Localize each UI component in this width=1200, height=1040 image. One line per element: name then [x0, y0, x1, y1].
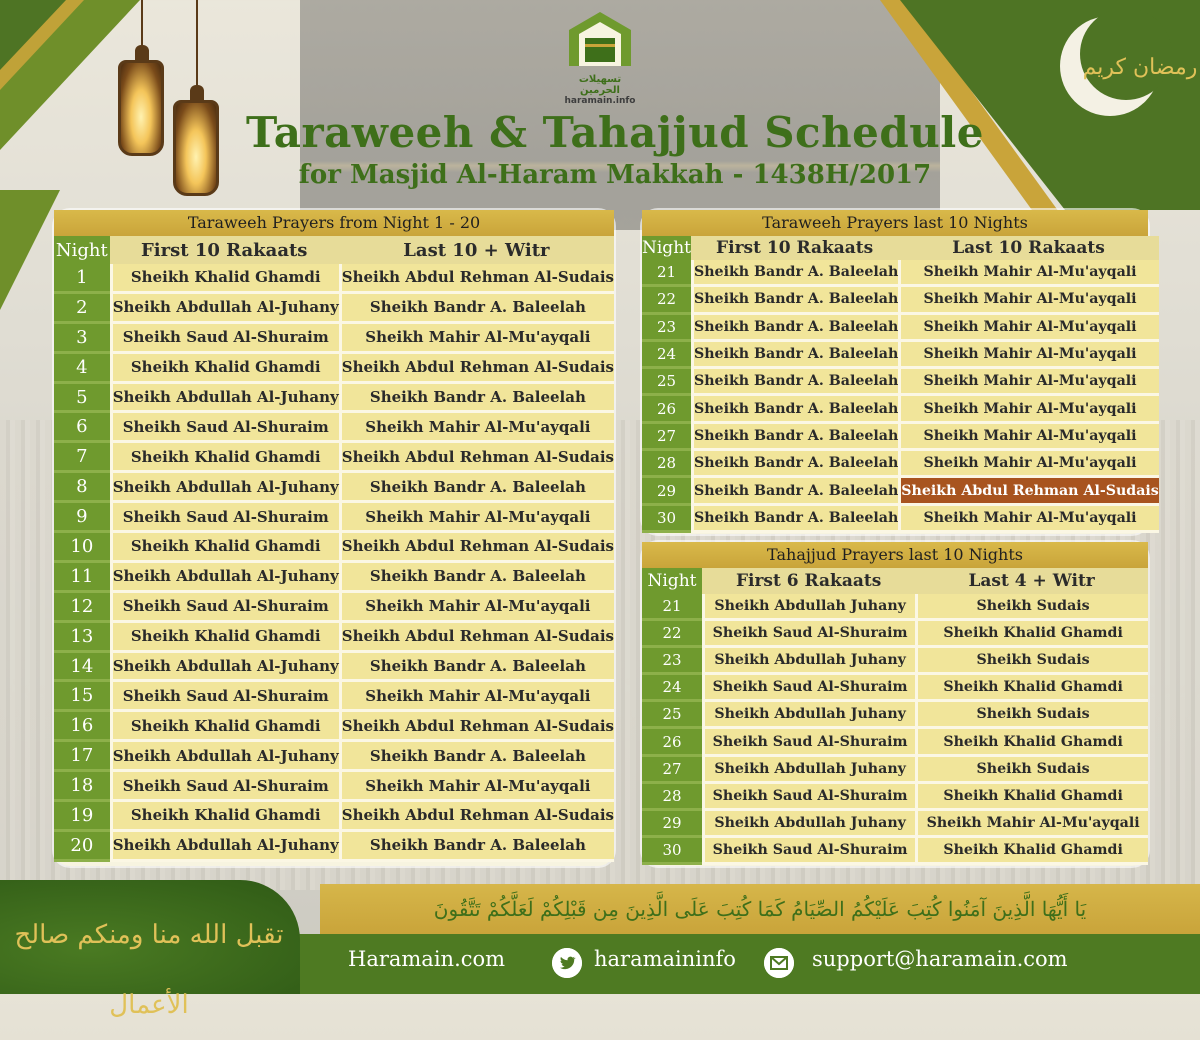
table-row — [642, 675, 1148, 702]
last-imam-cell: Sheikh Abdul Rehman Al-Sudais — [339, 354, 614, 384]
last-imam-cell: Sheikh Khalid Ghamdi — [915, 729, 1148, 756]
column-header-last: Last 4 + Witr — [915, 568, 1148, 594]
column-header-last: Last 10 Rakaats — [898, 236, 1158, 260]
first-imam-cell: Sheikh Bandr A. Baleelah — [691, 369, 898, 396]
night-cell: 3 — [54, 324, 110, 354]
last-imam-cell: Sheikh Abdul Rehman Al-Sudais — [339, 712, 614, 742]
last-imam-cell: Sheikh Khalid Ghamdi — [915, 621, 1148, 648]
taraweeh-first-20-table — [54, 236, 614, 862]
night-cell: 29 — [642, 478, 691, 505]
tahajjud-last-10-panel — [642, 542, 1148, 866]
last-imam-cell: Sheikh Mahir Al-Mu'ayqali — [898, 396, 1158, 423]
table-row — [54, 623, 614, 653]
table-row — [642, 811, 1148, 838]
last-imam-cell: Sheikh Abdul Rehman Al-Sudais — [898, 478, 1158, 505]
taraweeh-first-20-heading: Taraweeh Prayers from Night 1 - 20 — [54, 210, 614, 236]
table-row — [54, 653, 614, 683]
first-imam-cell: Sheikh Khalid Ghamdi — [110, 802, 339, 832]
last-imam-cell: Sheikh Mahir Al-Mu'ayqali — [898, 424, 1158, 451]
column-header-night: Night — [54, 236, 110, 264]
last-imam-cell: Sheikh Mahir Al-Mu'ayqali — [898, 287, 1158, 314]
table-row — [54, 682, 614, 712]
night-cell: 11 — [54, 563, 110, 593]
first-imam-cell: Sheikh Abdullah Juhany — [702, 648, 915, 675]
first-imam-cell: Sheikh Saud Al-Shuraim — [702, 784, 915, 811]
haramain-logo — [562, 8, 638, 106]
first-imam-cell: Sheikh Khalid Ghamdi — [110, 623, 339, 653]
table-row — [54, 264, 614, 294]
table-row — [642, 424, 1159, 451]
table-row — [54, 802, 614, 832]
last-imam-cell: Sheikh Abdul Rehman Al-Sudais — [339, 533, 614, 563]
night-cell: 13 — [54, 623, 110, 653]
first-imam-cell: Sheikh Bandr A. Baleelah — [691, 315, 898, 342]
first-imam-cell: Sheikh Saud Al-Shuraim — [110, 593, 339, 623]
first-imam-cell: Sheikh Abdullah Al-Juhany — [110, 563, 339, 593]
night-cell: 5 — [54, 384, 110, 414]
night-cell: 6 — [54, 413, 110, 443]
table-row — [54, 742, 614, 772]
first-imam-cell: Sheikh Bandr A. Baleelah — [691, 478, 898, 505]
last-imam-cell: Sheikh Abdul Rehman Al-Sudais — [339, 443, 614, 473]
night-cell: 21 — [642, 260, 691, 287]
night-cell: 2 — [54, 294, 110, 324]
column-header-first: First 10 Rakaats — [691, 236, 898, 260]
table-row — [642, 369, 1159, 396]
first-imam-cell: Sheikh Saud Al-Shuraim — [110, 324, 339, 354]
night-cell: 25 — [642, 702, 702, 729]
table-row — [54, 772, 614, 802]
first-imam-cell: Sheikh Abdullah Juhany — [702, 757, 915, 784]
first-imam-cell: Sheikh Saud Al-Shuraim — [702, 838, 915, 865]
last-imam-cell: Sheikh Bandr A. Baleelah — [339, 473, 614, 503]
night-cell: 21 — [642, 594, 702, 621]
first-imam-cell: Sheikh Bandr A. Baleelah — [691, 342, 898, 369]
table-row — [54, 443, 614, 473]
first-imam-cell: Sheikh Abdullah Juhany — [702, 811, 915, 838]
last-imam-cell: Sheikh Mahir Al-Mu'ayqali — [339, 413, 614, 443]
night-cell: 18 — [54, 772, 110, 802]
night-cell: 10 — [54, 533, 110, 563]
night-cell: 26 — [642, 396, 691, 423]
first-imam-cell: Sheikh Saud Al-Shuraim — [702, 729, 915, 756]
table-row — [54, 563, 614, 593]
first-imam-cell: Sheikh Abdullah Juhany — [702, 702, 915, 729]
night-cell: 22 — [642, 287, 691, 314]
night-cell: 20 — [54, 832, 110, 862]
last-imam-cell: Sheikh Bandr A. Baleelah — [339, 653, 614, 683]
table-row — [642, 396, 1159, 423]
first-imam-cell: Sheikh Bandr A. Baleelah — [691, 260, 898, 287]
column-header-night: Night — [642, 238, 691, 258]
first-imam-cell: Sheikh Saud Al-Shuraim — [110, 772, 339, 802]
table-row — [54, 503, 614, 533]
table-row — [642, 506, 1159, 533]
first-imam-cell: Sheikh Bandr A. Baleelah — [691, 287, 898, 314]
kaaba-logo-icon — [565, 8, 635, 70]
last-imam-cell: Sheikh Mahir Al-Mu'ayqali — [339, 324, 614, 354]
night-cell: 30 — [642, 838, 702, 865]
last-imam-cell: Sheikh Abdul Rehman Al-Sudais — [339, 802, 614, 832]
last-imam-cell: Sheikh Khalid Ghamdi — [915, 838, 1148, 865]
tahajjud-last-10-heading: Tahajjud Prayers last 10 Nights — [642, 542, 1148, 568]
first-imam-cell: Sheikh Abdullah Al-Juhany — [110, 653, 339, 683]
table-row — [642, 451, 1159, 478]
night-cell: 12 — [54, 593, 110, 623]
logo-text: haramain.info — [564, 96, 636, 106]
first-imam-cell: Sheikh Abdullah Al-Juhany — [110, 832, 339, 862]
night-cell: 14 — [54, 653, 110, 683]
table-row — [54, 354, 614, 384]
night-cell: 19 — [54, 802, 110, 832]
last-imam-cell: Sheikh Mahir Al-Mu'ayqali — [898, 315, 1158, 342]
first-imam-cell: Sheikh Saud Al-Shuraim — [110, 503, 339, 533]
night-cell: 7 — [54, 443, 110, 473]
table-row — [642, 315, 1159, 342]
last-imam-cell: Sheikh Khalid Ghamdi — [915, 675, 1148, 702]
last-imam-cell: Sheikh Mahir Al-Mu'ayqali — [898, 506, 1158, 533]
taraweeh-first-20-panel — [54, 210, 614, 866]
night-cell: 28 — [642, 451, 691, 478]
lantern-icon — [173, 100, 219, 196]
night-cell: 24 — [642, 342, 691, 369]
first-imam-cell: Sheikh Bandr A. Baleelah — [691, 506, 898, 533]
night-cell: 24 — [642, 675, 702, 702]
last-imam-cell: Sheikh Mahir Al-Mu'ayqali — [339, 593, 614, 623]
last-imam-cell: Sheikh Bandr A. Baleelah — [339, 294, 614, 324]
last-imam-cell: Sheikh Sudais — [915, 594, 1148, 621]
quran-verse: يَا أَيُّهَا الَّذِينَ آمَنُوا كُتِبَ عَلَيْكُمُ الصِّيَامُ كَمَا كُتِبَ عَلَى الَّذِينَ مِن قَبْلِكُمْ لَعَلَّكُمْ تَتَّقُونَ — [433, 897, 1087, 921]
last-imam-cell: Sheikh Abdul Rehman Al-Sudais — [339, 264, 614, 294]
column-header-first: First 10 Rakaats — [110, 236, 339, 264]
corner-decoration-left-green — [0, 0, 66, 70]
taraweeh-last-10-heading: Taraweeh Prayers last 10 Nights — [642, 210, 1148, 236]
first-imam-cell: Sheikh Saud Al-Shuraim — [702, 675, 915, 702]
first-imam-cell: Sheikh Khalid Ghamdi — [110, 533, 339, 563]
night-cell: 25 — [642, 369, 691, 396]
mail-icon[interactable] — [764, 948, 794, 978]
column-header-night: Night — [642, 568, 702, 594]
table-row — [642, 621, 1148, 648]
table-row — [642, 287, 1159, 314]
first-imam-cell: Sheikh Abdullah Al-Juhany — [110, 473, 339, 503]
night-cell: 4 — [54, 354, 110, 384]
night-cell: 23 — [642, 648, 702, 675]
night-cell: 30 — [642, 506, 691, 533]
taraweeh-last-10-panel — [642, 210, 1159, 534]
last-imam-cell: Sheikh Mahir Al-Mu'ayqali — [339, 682, 614, 712]
table-row — [54, 324, 614, 354]
table-row — [54, 712, 614, 742]
last-imam-cell: Sheikh Sudais — [915, 648, 1148, 675]
first-imam-cell: Sheikh Abdullah Juhany — [702, 594, 915, 621]
last-imam-cell: Sheikh Khalid Ghamdi — [915, 784, 1148, 811]
night-cell: 23 — [642, 315, 691, 342]
table-row — [642, 648, 1148, 675]
last-imam-cell: Sheikh Mahir Al-Mu'ayqali — [898, 451, 1158, 478]
last-imam-cell: Sheikh Bandr A. Baleelah — [339, 832, 614, 862]
last-imam-cell: Sheikh Sudais — [915, 702, 1148, 729]
last-imam-cell: Sheikh Abdul Rehman Al-Sudais — [339, 623, 614, 653]
first-imam-cell: Sheikh Khalid Ghamdi — [110, 443, 339, 473]
night-cell: 22 — [642, 621, 702, 648]
first-imam-cell: Sheikh Abdullah Al-Juhany — [110, 294, 339, 324]
first-imam-cell: Sheikh Khalid Ghamdi — [110, 264, 339, 294]
night-cell: 8 — [54, 473, 110, 503]
first-imam-cell: Sheikh Abdullah Al-Juhany — [110, 742, 339, 772]
verse-bar — [320, 884, 1200, 934]
first-imam-cell: Sheikh Bandr A. Baleelah — [691, 424, 898, 451]
twitter-handle[interactable]: haramaininfo — [594, 947, 736, 971]
last-imam-cell: Sheikh Bandr A. Baleelah — [339, 742, 614, 772]
night-cell: 27 — [642, 424, 691, 451]
lantern-icon — [118, 60, 164, 156]
night-cell: 29 — [642, 811, 702, 838]
taraweeh-last-10-table — [642, 236, 1159, 533]
crescent-icon — [1048, 10, 1198, 120]
table-row — [642, 342, 1159, 369]
table-row — [642, 729, 1148, 756]
svg-text:رمضان كريم: رمضان كريم — [1082, 55, 1198, 80]
last-imam-cell: Sheikh Bandr A. Baleelah — [339, 384, 614, 414]
night-cell: 26 — [642, 729, 702, 756]
last-imam-cell: Sheikh Mahir Al-Mu'ayqali — [898, 342, 1158, 369]
night-cell: 28 — [642, 784, 702, 811]
table-row — [642, 594, 1148, 621]
last-imam-cell: Sheikh Bandr A. Baleelah — [339, 563, 614, 593]
first-imam-cell: Sheikh Bandr A. Baleelah — [691, 396, 898, 423]
last-imam-cell: Sheikh Mahir Al-Mu'ayqali — [898, 369, 1158, 396]
last-imam-cell: Sheikh Mahir Al-Mu'ayqali — [339, 503, 614, 533]
first-imam-cell: Sheikh Khalid Ghamdi — [110, 354, 339, 384]
logo-arabic: تسهيلات الحرمين — [578, 74, 622, 96]
last-imam-cell: Sheikh Mahir Al-Mu'ayqali — [339, 772, 614, 802]
night-cell: 17 — [54, 742, 110, 772]
night-cell: 9 — [54, 503, 110, 533]
night-cell: 16 — [54, 712, 110, 742]
table-row — [54, 533, 614, 563]
first-imam-cell: Sheikh Saud Al-Shuraim — [110, 413, 339, 443]
last-imam-cell: Sheikh Mahir Al-Mu'ayqali — [915, 811, 1148, 838]
first-imam-cell: Sheikh Saud Al-Shuraim — [110, 682, 339, 712]
column-header-first: First 6 Rakaats — [702, 568, 915, 594]
night-cell: 27 — [642, 757, 702, 784]
first-imam-cell: Sheikh Khalid Ghamdi — [110, 712, 339, 742]
table-row — [642, 784, 1148, 811]
table-row — [642, 757, 1148, 784]
first-imam-cell: Sheikh Abdullah Al-Juhany — [110, 384, 339, 414]
website-link[interactable]: Haramain.com — [348, 947, 506, 971]
email-link[interactable]: support@haramain.com — [812, 947, 1068, 971]
table-row — [54, 294, 614, 324]
page-subtitle: for Masjid Al-Haram Makkah - 1438H/2017 — [298, 160, 932, 190]
table-row — [54, 473, 614, 503]
table-row — [642, 702, 1148, 729]
night-cell: 15 — [54, 682, 110, 712]
tahajjud-last-10-table — [642, 568, 1148, 865]
table-row — [54, 384, 614, 414]
first-imam-cell: Sheikh Saud Al-Shuraim — [702, 621, 915, 648]
night-cell: 1 — [54, 264, 110, 294]
table-row — [54, 593, 614, 623]
last-imam-cell: Sheikh Mahir Al-Mu'ayqali — [898, 260, 1158, 287]
twitter-icon[interactable] — [552, 948, 582, 978]
footer-calligraphy: تقبل الله منا ومنكم صالح الأعمال — [14, 920, 284, 1020]
table-row — [642, 478, 1159, 505]
table-row — [54, 832, 614, 862]
column-header-last: Last 10 + Witr — [339, 236, 614, 264]
first-imam-cell: Sheikh Bandr A. Baleelah — [691, 451, 898, 478]
last-imam-cell: Sheikh Sudais — [915, 757, 1148, 784]
table-row — [54, 413, 614, 443]
table-row — [642, 838, 1148, 865]
page-title: Taraweeh & Tahajjud Schedule — [246, 108, 984, 157]
table-row — [642, 260, 1159, 287]
